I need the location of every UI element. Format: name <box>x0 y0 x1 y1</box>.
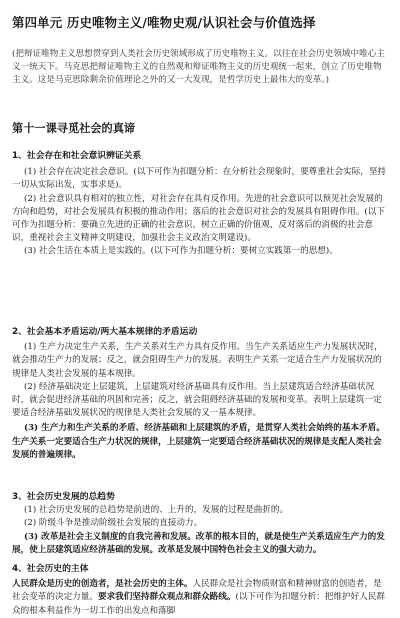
unit-title: 第四单元 历史唯物主义/唯物史观/认识社会与价值选择 <box>12 15 316 30</box>
section-history-trend <box>12 491 390 557</box>
section-heading: 3、社会历史发展的总趋势 <box>12 492 115 502</box>
bold-text: 要求我们坚持群众观点和群众路线。 <box>97 592 236 603</box>
text: (以下可作为扣题分析：把维护好人民群众的根本利益作为一切工作的出发点和落脚 <box>12 592 385 616</box>
text: 人民群众是社会物质财富和精神财富的创造者，是社会变革的决定力量。 <box>12 579 382 603</box>
paragraph <box>12 578 390 618</box>
paragraph: (2) 阶级斗争是推动阶级社会发展的直接动力。 <box>24 518 203 529</box>
section-heading: 1、社会存在和社会意识辨证关系 <box>12 151 142 161</box>
paragraph: (1) 社会历史发展的总趋势是前进的、上升的，发展的过程是曲折的。 <box>24 505 289 516</box>
intro-paragraph: (把辩证唯物主义思想贯穿到人类社会历史领域形成了历史唯物主义。以往在社会历史领域中唯心主义一统天下。马克思把辩证唯物主义的自然观和辩证唯物主义的历史观统一起来，创立了历史唯物主义。这是马克思除剩余价值理论之外的又一大发现，是哲学历史上最伟大的变革。) <box>12 49 385 86</box>
paragraph: (3) 社会生活在本质上是实践的。(以下可作为扣题分析：要树立实践第一的思想)。 <box>24 246 338 257</box>
section-heading: 2、社会基本矛盾运动/两大基本规律的矛盾运动 <box>12 327 198 337</box>
paragraph: (1) 生产力决定生产关系，生产关系对生产力具有反作用。当生产关系适应生产力发展状况时，就会推动生产力的发展；反之，就会阻碍生产力的发展。表明生产关系一定适合生产力发展状况的规律是人类社会发展的基本规律。 <box>12 342 383 379</box>
paragraph: (2) 社会意识具有相对的独立性，对社会存在具有反作用。先进的社会意识可以预见社会发展的方向和趋势，对社会发展具有积极的推动作用；落后的社会意识对社会的发展具有阻碍作用。(以下可作为扣题分析：要确立先进的正确的社会意识，树立正确的价值观，反对落后的消极的社会意识，重视社会主义精神文明建设，加强社会主义政治文明建设)。 <box>12 193 385 244</box>
paragraph: (1) 社会存在决定社会意识。(以下可作为扣题分析：在分析社会现象时，要尊重社会实际，坚持一切从实际出发，实事求是)。 <box>12 167 387 191</box>
section-heading: 4、社会历史的主体 <box>12 564 89 574</box>
section-basic-contradiction <box>12 326 390 462</box>
paragraph: (3) 生产力和生产关系的矛盾、经济基础和上层建筑的矛盾，是贯穿人类社会始终的基本矛盾。生产关系一定要适合生产力状况的规律，上层建筑一定要适合经济基础状况的规律是支配人类社会发展的普遍规律。 <box>12 423 385 460</box>
bold-text: 人民群众是历史的创造者，是社会历史的主体。 <box>12 579 193 590</box>
section-social-existence <box>12 150 390 259</box>
lesson-title: 第十一课寻觅社会的真谛 <box>12 122 136 135</box>
paragraph: (3) 改革是社会主义制度的自我完善和发展。改革的根本目的，就是使生产关系适应生产力的发展，使上层建筑适应经济基础的发展。改革是发展中国特色社会主义的强大动力。 <box>12 531 385 555</box>
section-history-subject <box>12 563 390 618</box>
paragraph: (2) 经济基础决定上层建筑，上层建筑对经济基础具有反作用。当上层建筑适合经济基础状况时，就会促进经济基础的巩固和完善；反之，就会阻碍经济基础的发展和变革。表明上层建筑一定要适合经济基础发展状况的规律是人类社会发展的又一基本规律。 <box>12 381 382 419</box>
